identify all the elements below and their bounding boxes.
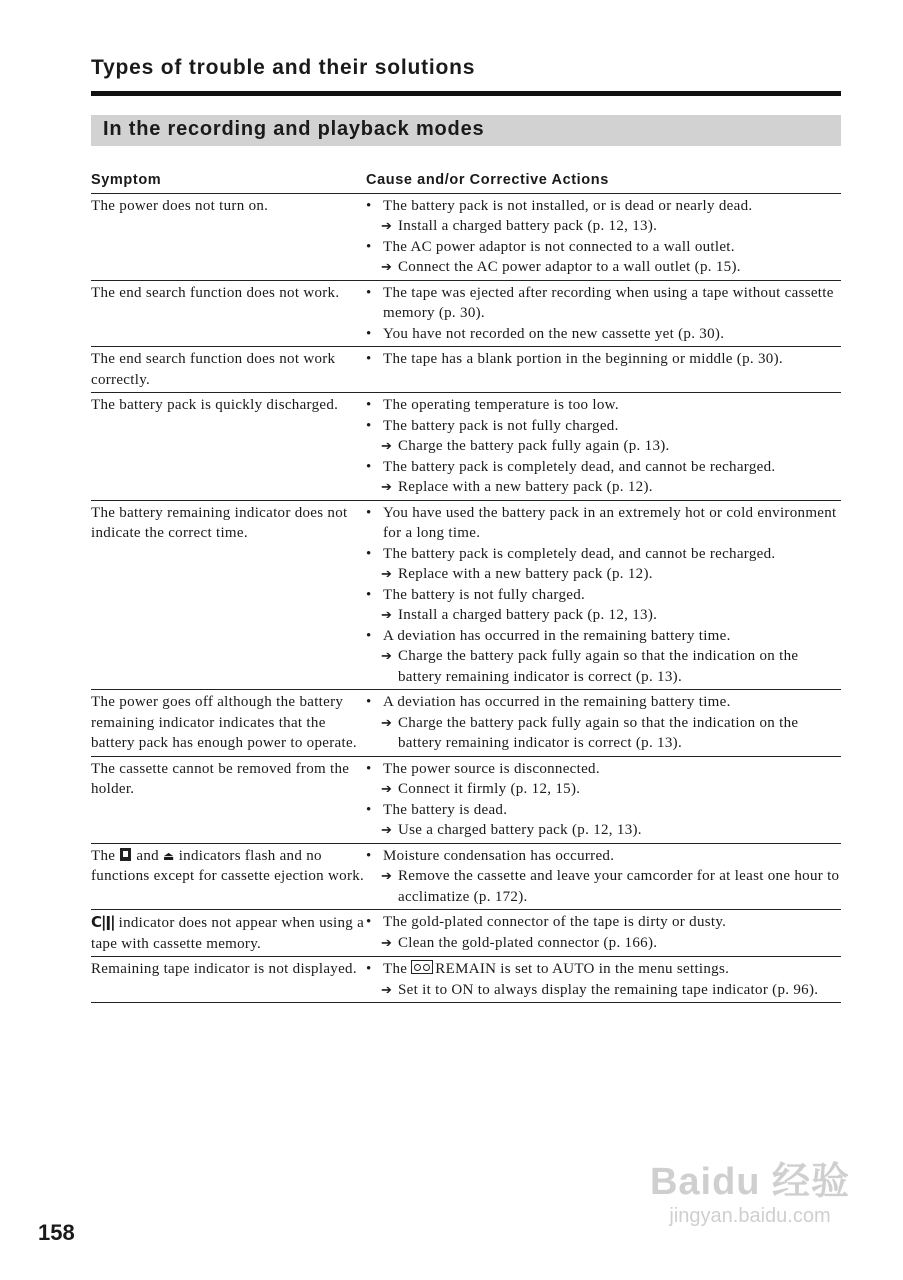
arrow-right-icon: ➔ [381, 648, 393, 663]
action-cell [366, 756, 841, 843]
action-cell [366, 910, 841, 957]
symptom-cell: The end search function does not work correctly. [91, 347, 366, 393]
table-header-row [91, 170, 841, 193]
cause-item: • You have not recorded on the new cassette yet (p. 30). [366, 325, 725, 342]
cause-item: • The tape has a blank portion in the beginning or middle (p. 30). [366, 351, 783, 367]
cause-item: • You have used the battery pack in an extremely hot or cold environment for a long time. [366, 504, 837, 541]
watermark [640, 1160, 860, 1250]
section-heading-text: In the recording and playback modes [103, 118, 485, 140]
symptom-cell: The end search function does not work. [91, 280, 366, 347]
action-cell [366, 193, 841, 280]
page-number: 158 [38, 1220, 75, 1245]
title-rule [91, 91, 841, 96]
symptom-header: Symptom [91, 170, 366, 193]
cause-item: • The battery pack is not fully charged. [366, 417, 619, 434]
solution-item: ➔ Charge the battery pack fully again so that the indication on the battery remaining indicator is correct (p. 13). [381, 648, 799, 685]
section-heading [91, 115, 841, 146]
symptom-cell: The cassette cannot be removed from the holder. [91, 756, 366, 843]
solution-item: ➔ Charge the battery pack fully again (p. 13). [366, 436, 841, 457]
cause-item: • A deviation has occurred in the remaining battery time. [366, 627, 731, 644]
watermark-url: jingyan.baidu.com [669, 1205, 831, 1227]
cause-item: • The gold-plated connector of the tape is dirty or dusty. [366, 914, 727, 930]
solution-item: ➔ Connect it firmly (p. 12, 15). [366, 779, 841, 800]
table-row [91, 193, 841, 280]
solution-item: ➔ Set it to ON to always display the remaining tape indicator (p. 96). [366, 980, 841, 1001]
cause-item: • The operating temperature is too low. [366, 397, 619, 413]
symptom-cell: Remaining tape indicator is not displayed. [91, 957, 366, 1003]
arrow-right-icon: ➔ [381, 822, 393, 837]
cause-item: • The AC power adaptor is not connected to a wall outlet. [366, 238, 735, 255]
table-row [91, 910, 841, 957]
action-cell [366, 500, 841, 690]
arrow-right-icon: ➔ [381, 218, 393, 233]
symptom-cell: The power does not turn on. [91, 193, 366, 280]
table-row [91, 756, 841, 843]
solution-item: ➔ Replace with a new battery pack (p. 12). [366, 477, 841, 498]
action-cell [366, 280, 841, 347]
cause-item: • The battery pack is completely dead, and cannot be recharged. [366, 545, 776, 562]
cause-item: • The battery pack is completely dead, and cannot be recharged. [366, 458, 776, 475]
arrow-right-icon: ➔ [381, 259, 393, 274]
arrow-right-icon: ➔ [381, 868, 393, 883]
arrow-right-icon: ➔ [381, 781, 393, 796]
solution-item: ➔ Connect the AC power adaptor to a wall outlet (p. 15). [366, 257, 841, 278]
symptom-cell: The battery remaining indicator does not indicate the correct time. [91, 500, 366, 690]
table-row [91, 690, 841, 757]
cause-item: • Moisture condensation has occurred. [366, 847, 615, 864]
arrow-right-icon: ➔ [381, 479, 393, 494]
table-row [91, 280, 841, 347]
action-cell [366, 690, 841, 757]
arrow-right-icon: ➔ [381, 566, 393, 581]
cause-item: • The battery is not fully charged. [366, 586, 586, 603]
symptom-cell: The power goes off although the battery remaining indicator indicates that the battery pack has enough power to operate. [91, 690, 366, 757]
cause-item: • The battery pack is not installed, or is dead or nearly dead. [366, 197, 753, 214]
action-cell [366, 347, 841, 393]
tape-icon [411, 960, 433, 974]
cause-item: • The power source is disconnected. [366, 760, 600, 777]
moisture-indicator-icon [120, 848, 131, 861]
solution-item: ➔ Install a charged battery pack (p. 12, 13). [366, 216, 841, 237]
cause-item: • A deviation has occurred in the remaining battery time. [366, 694, 731, 710]
troubleshooting-table [91, 170, 841, 1003]
arrow-right-icon: ➔ [381, 607, 393, 622]
table-row [91, 500, 841, 690]
table-row [91, 347, 841, 393]
arrow-right-icon: ➔ [381, 981, 393, 997]
arrow-right-icon: ➔ [381, 438, 393, 453]
cassette-memory-icon: Ϲ|ǀ| [91, 913, 115, 931]
action-cell [366, 843, 841, 910]
solution-item: ➔ Remove the cassette and leave your camcorder for at least one hour to acclimatize (p. 172). [381, 868, 840, 905]
cause-item: • The battery is dead. [366, 801, 508, 818]
table-row [91, 957, 841, 1003]
solution-item: ➔ Clean the gold-plated connector (p. 166). [366, 933, 841, 954]
symptom-cell: The battery pack is quickly discharged. [91, 393, 366, 501]
table-row [91, 393, 841, 501]
solution-item: ➔ Charge the battery pack fully again so that the indication on the battery remaining indicator is correct (p. 13). [381, 714, 799, 751]
solution-item: ➔ Replace with a new battery pack (p. 12). [366, 564, 841, 585]
arrow-right-icon: ➔ [381, 934, 393, 950]
table-row [91, 843, 841, 910]
eject-icon: ⏏ [162, 848, 175, 863]
arrow-right-icon: ➔ [381, 714, 393, 730]
solution-item: ➔ Use a charged battery pack (p. 12, 13). [366, 820, 841, 841]
symptom-cell: Ϲ|ǀ| indicator does not appear when using a tape with cassette memory. [91, 910, 366, 957]
watermark-logo-text: Baidu 经验 [649, 1161, 851, 1203]
cause-item: • The REMAIN is set to AUTO in the menu settings. [366, 961, 730, 977]
action-cell [366, 957, 841, 1003]
symptom-cell: The and ⏏ indicators flash and no functions except for cassette ejection work. [91, 843, 366, 910]
solution-item: ➔ Install a charged battery pack (p. 12, 13). [366, 605, 841, 626]
cause-item: • The tape was ejected after recording when using a tape without cassette memory (p. 30). [366, 284, 834, 321]
action-header: Cause and/or Corrective Actions [366, 170, 841, 193]
page-title: Types of trouble and their solutions [91, 56, 476, 79]
action-cell [366, 393, 841, 501]
